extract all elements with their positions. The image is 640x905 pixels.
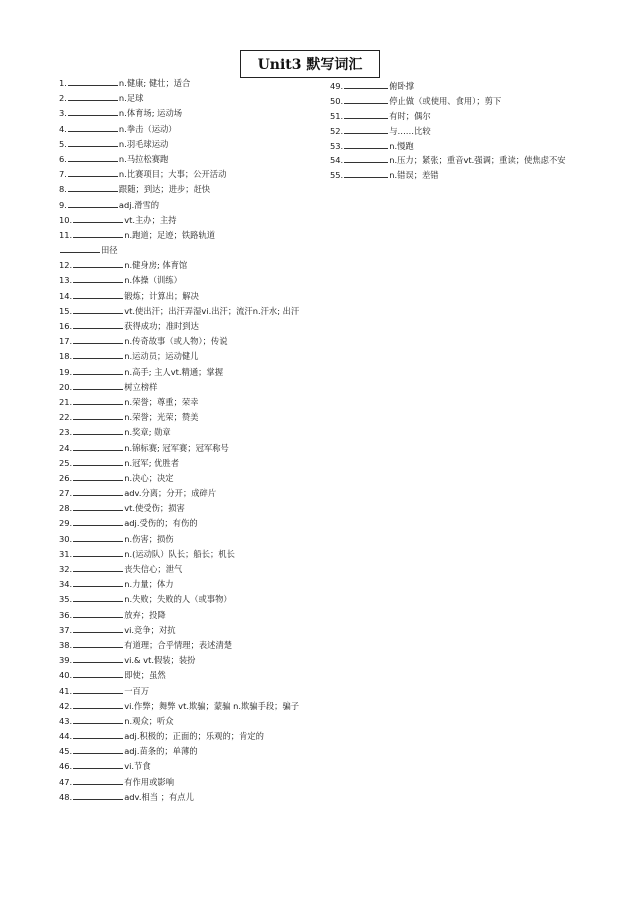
item-definition: n.力量；体力 <box>124 579 174 590</box>
item-definition: vi.竞争；对抗 <box>124 624 176 635</box>
item-definition: n.荣誉；尊重；荣幸 <box>124 396 199 407</box>
item-definition: 获得成功；准时到达 <box>124 321 199 331</box>
item-definition: vi.节食 <box>124 761 151 772</box>
vocab-item <box>59 243 329 258</box>
answer-blank[interactable] <box>73 213 123 223</box>
vocab-item <box>59 304 329 319</box>
vocab-item <box>59 775 329 790</box>
item-definition: 停止做（或使用、食用）；剪下 <box>389 95 502 106</box>
item-number: 50. <box>330 95 344 106</box>
answer-blank[interactable] <box>73 638 123 648</box>
item-number: 41. <box>59 685 73 696</box>
vocab-item <box>59 137 329 152</box>
item-definition: n.荣誉；光荣；赞美 <box>124 412 199 423</box>
vocab-item <box>59 532 329 547</box>
vocab-item <box>59 319 329 334</box>
vocab-item <box>330 109 630 124</box>
vocab-item <box>59 592 329 607</box>
answer-blank[interactable] <box>73 425 123 435</box>
answer-blank[interactable] <box>68 198 118 208</box>
item-definition: n.足球 <box>118 93 144 104</box>
item-number: 38. <box>59 639 73 650</box>
answer-blank[interactable] <box>68 137 118 147</box>
answer-blank[interactable] <box>344 153 388 163</box>
vocab-item <box>59 668 329 683</box>
item-number: 31. <box>59 548 73 559</box>
answer-blank[interactable] <box>73 441 123 451</box>
item-number: 19. <box>59 366 73 377</box>
item-number: 30. <box>59 533 73 544</box>
vocab-item <box>59 684 329 699</box>
answer-blank[interactable] <box>68 122 118 132</box>
vocab-item <box>59 380 329 395</box>
vocab-item <box>59 395 329 410</box>
answer-blank[interactable] <box>344 94 388 104</box>
item-number: 27. <box>59 488 73 499</box>
vocab-item <box>59 441 329 456</box>
item-number: 37. <box>59 624 73 635</box>
vocab-list-left <box>59 76 329 805</box>
item-definition: vt.主办；主持 <box>124 214 177 225</box>
answer-blank[interactable] <box>73 365 123 375</box>
item-number: 20. <box>59 381 73 392</box>
answer-blank[interactable] <box>73 729 123 739</box>
item-definition: adj.苗条的；单薄的 <box>124 746 198 757</box>
vocab-item <box>59 623 329 638</box>
item-definition: adj.积极的；正面的；乐观的；肯定的 <box>124 731 264 742</box>
item-number: 43. <box>59 715 73 726</box>
vocab-item <box>59 577 329 592</box>
item-definition: n.羽毛球运动 <box>118 138 169 149</box>
item-number: 25. <box>59 457 73 468</box>
item-definition: n.(运动队）队长；船长；机长 <box>124 548 235 559</box>
vocab-item <box>59 486 329 501</box>
answer-blank[interactable] <box>73 592 123 602</box>
item-definition: n.马拉松赛跑 <box>118 153 169 164</box>
vocab-item <box>330 153 630 168</box>
item-definition: 有作用或影响 <box>124 776 174 787</box>
vocab-item <box>59 198 329 213</box>
answer-blank[interactable] <box>73 577 123 587</box>
item-definition: n.运动员；运动健儿 <box>124 351 199 362</box>
item-definition: n.拳击（运动） <box>118 123 177 134</box>
vocab-item <box>59 289 329 304</box>
item-number: 29. <box>59 518 73 529</box>
vocab-item <box>59 653 329 668</box>
item-number: 49. <box>330 81 344 91</box>
vocab-item <box>59 638 329 653</box>
item-definition: 跟随；到达；进步；赶快 <box>118 184 211 195</box>
item-definition: n.观众；听众 <box>124 715 174 726</box>
item-number: 9. <box>59 199 67 210</box>
item-definition: n.体育场; 运动场 <box>118 108 183 119</box>
answer-blank[interactable] <box>73 532 123 542</box>
item-definition: n.伤害；损伤 <box>124 533 174 544</box>
vocab-item <box>59 608 329 623</box>
item-number: 45. <box>59 746 73 757</box>
item-definition: n.体操（训练） <box>124 275 182 286</box>
answer-blank[interactable] <box>68 76 118 86</box>
answer-blank[interactable] <box>73 699 123 709</box>
item-definition: 俯卧撑 <box>389 81 415 91</box>
item-definition: n.压力；紧张；重音vt.强调；重读；使焦虑不安 <box>389 155 566 166</box>
vocab-item <box>330 79 630 94</box>
item-definition: n.冠军; 优胜者 <box>124 457 180 468</box>
item-number: 24. <box>59 442 73 453</box>
item-number: 26. <box>59 472 73 483</box>
vocab-item <box>59 228 329 243</box>
item-definition: 田径 <box>101 245 118 256</box>
item-definition: adj.滑雪的 <box>118 199 160 210</box>
vocab-item <box>59 91 329 106</box>
item-number: 23. <box>59 427 73 438</box>
item-number: 53. <box>330 140 344 151</box>
answer-blank[interactable] <box>73 395 123 405</box>
item-definition: n.传奇故事（或人物）；传说 <box>124 336 228 347</box>
vocab-item <box>59 410 329 425</box>
answer-blank[interactable] <box>68 106 118 116</box>
item-number: 16. <box>59 321 73 331</box>
vocab-item <box>59 714 329 729</box>
item-number: 13. <box>59 275 73 286</box>
answer-blank[interactable] <box>73 608 123 618</box>
item-number: 10. <box>59 214 73 225</box>
item-number: 11. <box>59 229 73 240</box>
item-definition: adj.受伤的；有伤的 <box>124 518 198 529</box>
item-definition: n.决心；决定 <box>124 472 174 483</box>
item-definition: vt.使受伤；损害 <box>124 503 185 514</box>
answer-blank[interactable] <box>73 410 123 420</box>
answer-blank[interactable] <box>68 91 118 101</box>
vocab-item <box>59 729 329 744</box>
vocab-item <box>59 501 329 516</box>
item-number: 17. <box>59 336 73 347</box>
item-definition: 锻炼；计算出；解决 <box>124 290 199 301</box>
answer-blank[interactable] <box>68 182 118 192</box>
vocab-item <box>330 168 630 183</box>
vocab-item <box>59 456 329 471</box>
item-number: 21. <box>59 396 73 407</box>
item-number: 1. <box>59 78 67 88</box>
item-definition: n.错误；差错 <box>389 170 439 181</box>
vocab-item <box>59 106 329 121</box>
item-number: 3. <box>59 108 67 119</box>
item-definition: n.锦标赛; 冠军赛；冠军称号 <box>124 442 229 453</box>
item-definition: n.失败；失败的人（或事物） <box>124 594 232 605</box>
item-number: 47. <box>59 776 73 787</box>
vocab-item <box>330 139 630 154</box>
answer-blank[interactable] <box>344 168 388 178</box>
vocab-item <box>59 213 329 228</box>
answer-blank[interactable] <box>73 456 123 466</box>
item-definition: 一百万 <box>124 685 150 696</box>
answer-blank[interactable] <box>73 486 123 496</box>
answer-blank[interactable] <box>73 623 123 633</box>
vocab-item <box>59 258 329 273</box>
item-definition: vt.使出汗；出汗弄湿vi.出汗；流汗n.汗水; 出汗 <box>124 305 300 316</box>
vocab-item <box>59 759 329 774</box>
answer-blank[interactable] <box>73 668 123 678</box>
answer-blank[interactable] <box>73 714 123 724</box>
answer-blank[interactable] <box>73 304 123 314</box>
vocab-item <box>330 124 630 139</box>
item-number: 14. <box>59 290 73 301</box>
item-number: 48. <box>59 791 73 802</box>
item-number: 35. <box>59 594 73 605</box>
vocab-item <box>59 562 329 577</box>
item-definition: n.健康; 健壮；适合 <box>118 78 191 88</box>
item-number: 36. <box>59 609 73 620</box>
item-definition: 与……比较 <box>389 125 431 136</box>
item-number: 42. <box>59 700 73 711</box>
item-number: 39. <box>59 655 73 666</box>
answer-blank[interactable] <box>73 759 123 769</box>
item-number: 28. <box>59 503 73 514</box>
answer-blank[interactable] <box>73 258 123 268</box>
item-number: 22. <box>59 412 73 423</box>
item-number: 15. <box>59 305 73 316</box>
item-definition: n.健身房; 体育馆 <box>124 260 188 271</box>
answer-blank[interactable] <box>60 243 100 253</box>
answer-blank[interactable] <box>344 79 388 89</box>
item-definition: adv.相当 ；有点儿 <box>124 791 194 802</box>
answer-blank[interactable] <box>344 124 388 134</box>
item-number: 18. <box>59 351 73 362</box>
item-definition: 树立榜样 <box>124 381 158 392</box>
item-definition: vi.& vt.假装；装扮 <box>124 655 196 666</box>
item-number: 44. <box>59 731 73 742</box>
item-number: 40. <box>59 670 73 681</box>
item-number: 51. <box>330 110 344 121</box>
vocab-item <box>59 365 329 380</box>
answer-blank[interactable] <box>73 380 123 390</box>
item-number: 4. <box>59 123 67 134</box>
vocab-item <box>59 273 329 288</box>
answer-blank[interactable] <box>73 775 123 785</box>
answer-blank[interactable] <box>73 334 123 344</box>
item-definition: n.慢跑 <box>389 140 414 151</box>
answer-blank[interactable] <box>73 653 123 663</box>
answer-blank[interactable] <box>73 547 123 557</box>
item-number: 52. <box>330 125 344 136</box>
item-number: 7. <box>59 169 67 180</box>
item-definition: 丧失信心；泄气 <box>124 564 183 574</box>
item-definition: 有道理；合乎情理；表述清楚 <box>124 639 233 650</box>
answer-blank[interactable] <box>73 684 123 694</box>
answer-blank[interactable] <box>73 228 123 238</box>
answer-blank[interactable] <box>73 516 123 526</box>
item-definition: vi.作弊；舞弊 vt.欺骗；蒙骗 n.欺骗手段；骗子 <box>124 700 300 711</box>
vocab-item <box>59 167 329 182</box>
answer-blank[interactable] <box>73 273 123 283</box>
vocab-item <box>59 349 329 364</box>
answer-blank[interactable] <box>73 289 123 299</box>
vocab-item <box>59 516 329 531</box>
answer-blank[interactable] <box>73 790 123 800</box>
answer-blank[interactable] <box>344 139 388 149</box>
item-definition: 即使；虽然 <box>124 670 166 681</box>
vocab-item <box>59 152 329 167</box>
vocab-item <box>59 425 329 440</box>
item-definition: 有时；偶尔 <box>389 110 431 121</box>
page-title: Unit3 默写词汇 <box>240 50 380 78</box>
answer-blank[interactable] <box>73 744 123 754</box>
vocab-list-right <box>330 79 630 183</box>
answer-blank[interactable] <box>73 319 123 329</box>
item-number: 2. <box>59 93 67 104</box>
item-number: 12. <box>59 260 73 271</box>
vocab-item <box>59 547 329 562</box>
item-number: 46. <box>59 761 73 772</box>
vocab-item <box>59 334 329 349</box>
item-number: 34. <box>59 579 73 590</box>
vocab-item <box>59 744 329 759</box>
item-number: 32. <box>59 564 73 574</box>
vocab-item <box>330 94 630 109</box>
answer-blank[interactable] <box>68 152 118 162</box>
vocab-item <box>59 182 329 197</box>
item-definition: 放弃；投降 <box>124 609 166 620</box>
vocab-item <box>59 790 329 805</box>
item-number: 5. <box>59 138 67 149</box>
item-definition: n.跑道；足迹；铁路轨道 <box>124 229 216 240</box>
answer-blank[interactable] <box>68 167 118 177</box>
item-definition: adv.分离；分开；成碎片 <box>124 488 217 499</box>
vocab-item <box>59 471 329 486</box>
answer-blank[interactable] <box>73 501 123 511</box>
item-number: 6. <box>59 153 67 164</box>
item-definition: n.高手; 主人vt.精通；掌握 <box>124 366 224 377</box>
answer-blank[interactable] <box>73 562 123 572</box>
vocab-item <box>59 76 329 91</box>
vocab-item <box>59 122 329 137</box>
item-definition: n.比赛项目；大事；公开活动 <box>118 169 227 180</box>
answer-blank[interactable] <box>73 471 123 481</box>
answer-blank[interactable] <box>344 109 388 119</box>
item-number: 54. <box>330 155 344 166</box>
item-number: 55. <box>330 170 344 181</box>
item-definition: n.奖章; 勋章 <box>124 427 171 438</box>
item-number: 8. <box>59 184 67 195</box>
answer-blank[interactable] <box>73 349 123 359</box>
vocab-item <box>59 699 329 714</box>
